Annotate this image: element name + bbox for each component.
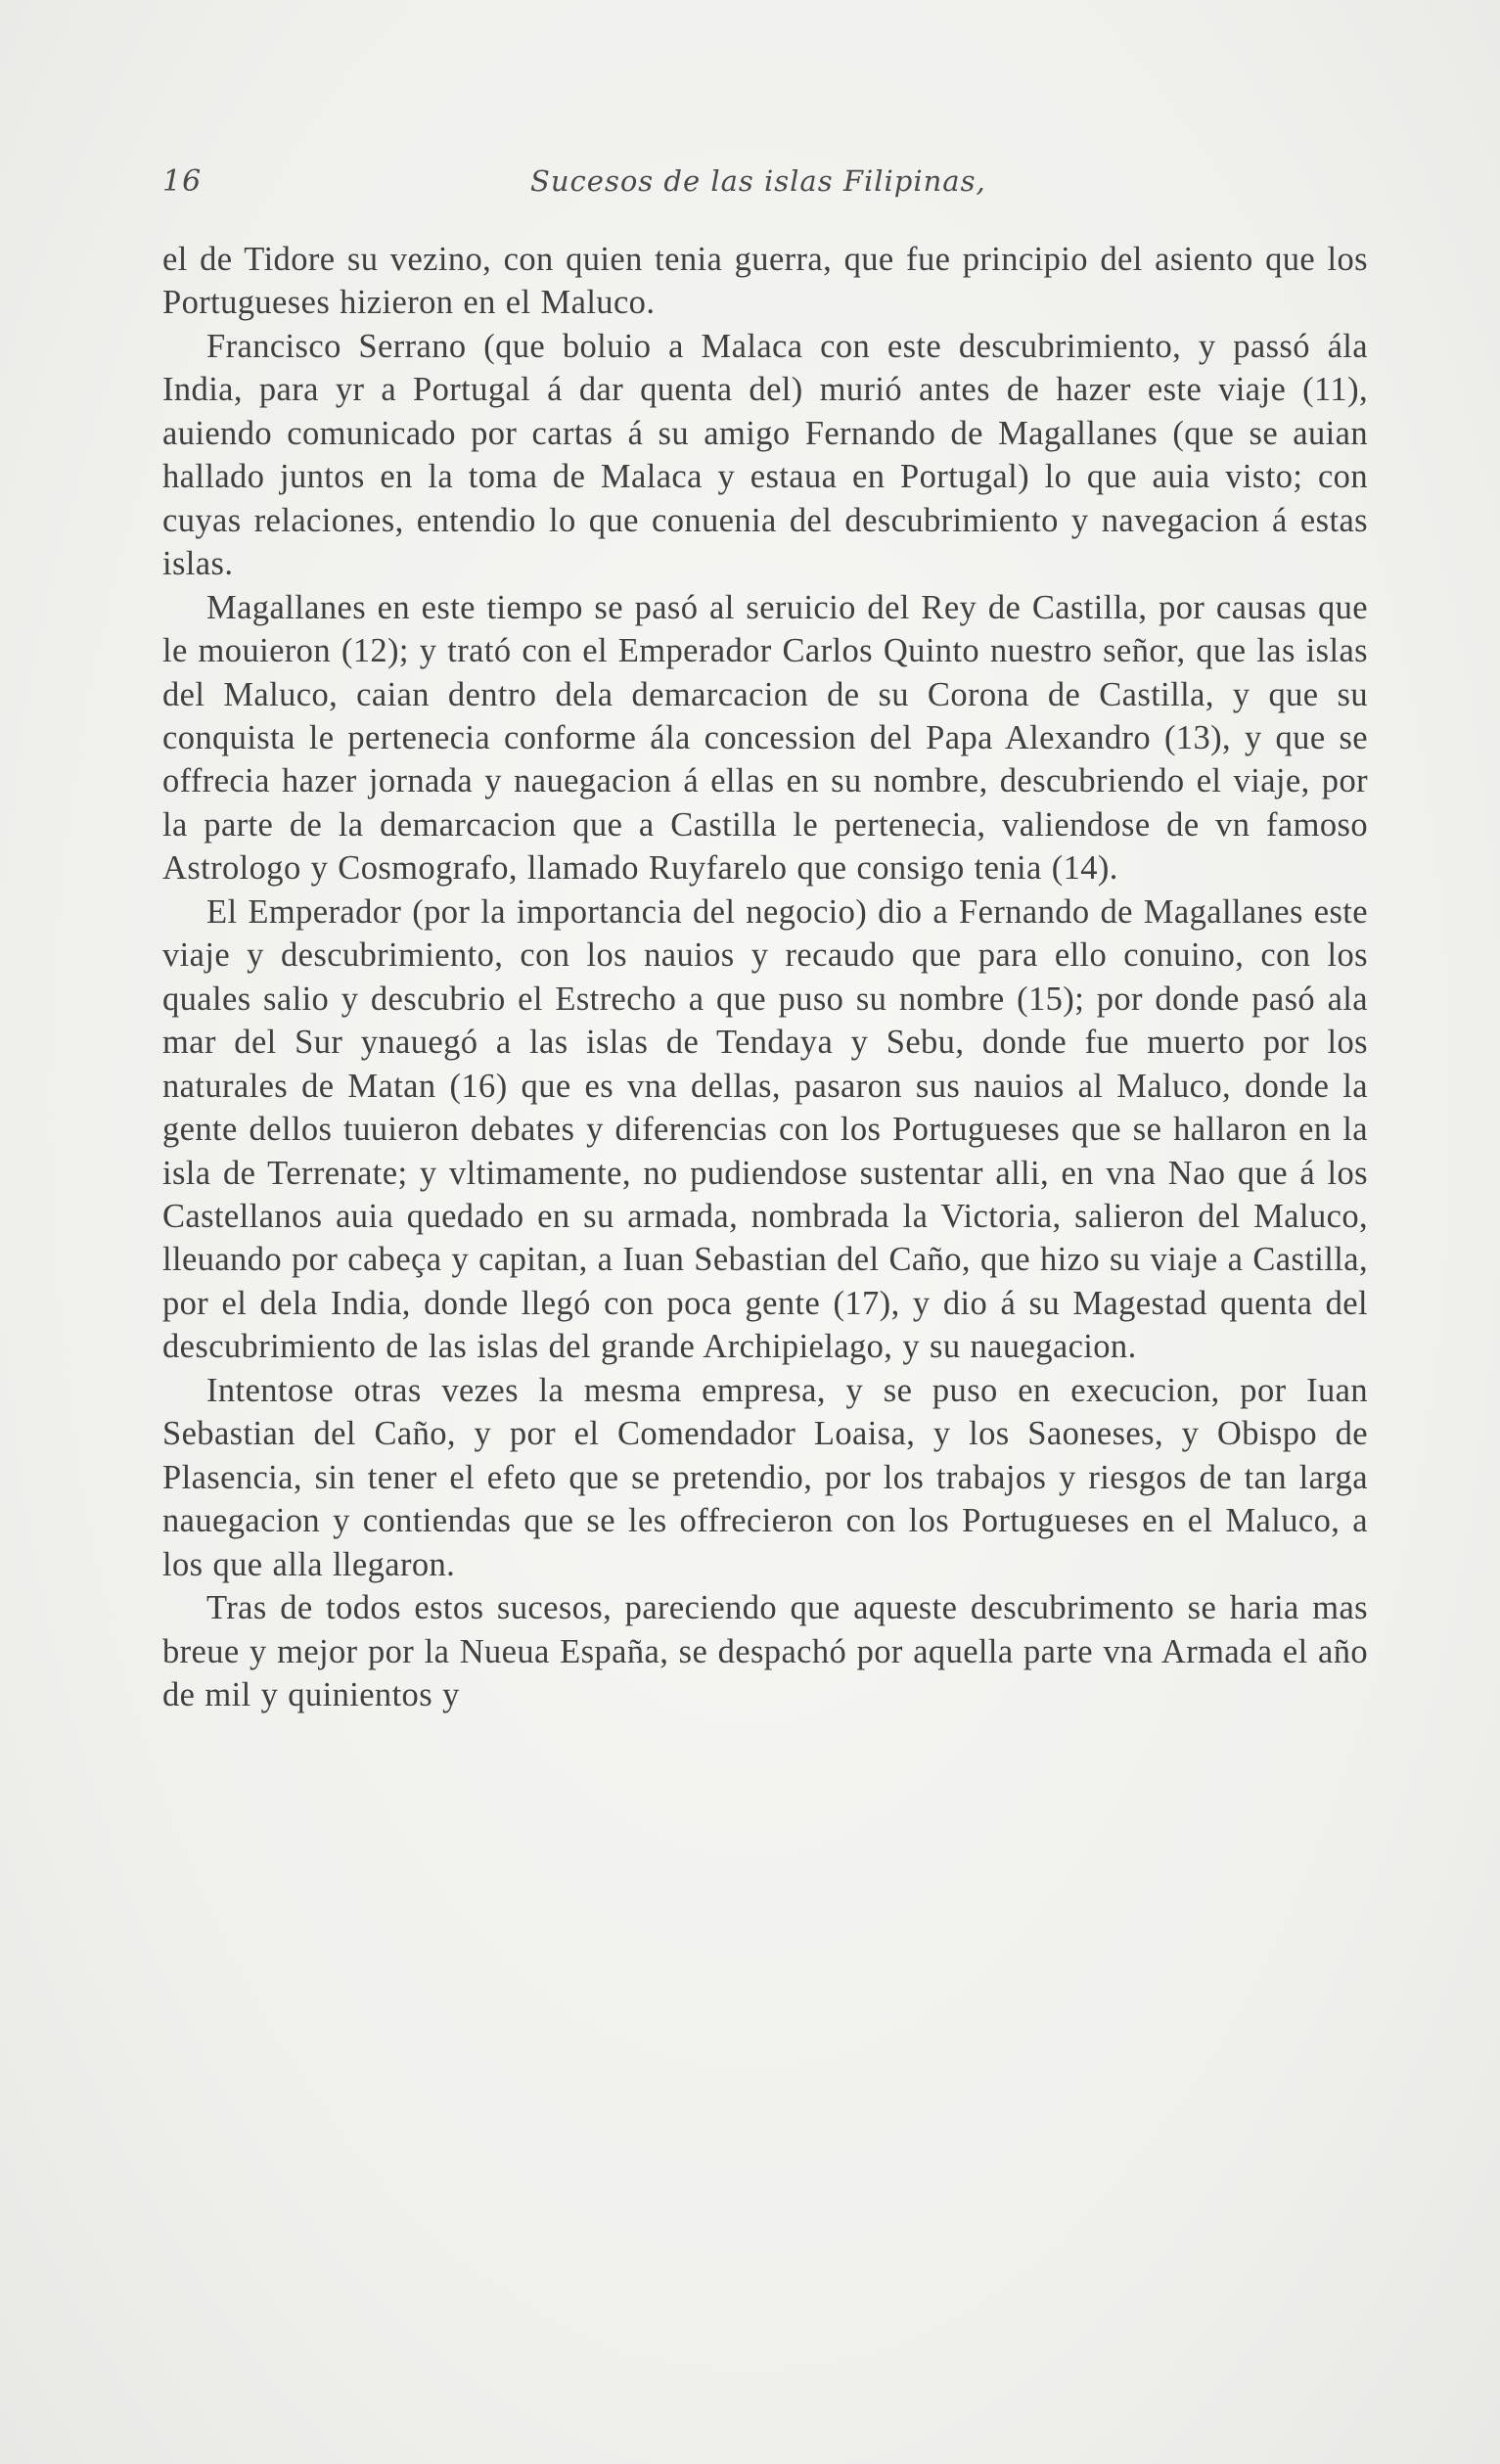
paragraph-magallanes: Magallanes en este tiempo se pasó al seruicio del Rey de Castilla, por causas que le mouieron (12); y trató con el Emperador Carlos Quinto nuestro señor, que las islas del Maluco, caian dentro dela demarcacion de su Corona de Castilla, y que su conquista le pertenecia conforme ála concession del Papa Alexandro (13), y que se offrecia hazer jornada y nauegacion á ellas en su nombre, descubriendo el viaje, por la parte de la demarcacion que a Castilla le pertenecia, valiendose de vn famoso Astrologo y Cosmografo, llamado Ruyfarelo que consigo tenia (14). (162, 588, 1368, 888)
paragraph-continuation: el de Tidore su vezino, con quien tenia guerra, que fue principio del asiento que los Portugueses hizieron en el Maluco. (162, 241, 1368, 322)
paragraph-emperador: El Emperador (por la importancia del negocio) dio a Fernando de Magallanes este viaje y descubrimiento, con los nauios y recaudo que para ello conuino, con los quales salio y descubrio el Estrecho a que puso su nombre (15); por donde pasó ala mar del Sur ynauegó a las islas de Tendaya y Sebu, donde fue muerto por los naturales de Matan (16) que es vna dellas, pasaron sus nauios al Maluco, donde la gente dellos tuuieron debates y diferencias con los Portugueses que se hallaron en la isla de Terrenate; y vltimamente, no pudiendose sustentar alli, en vna Nao que á los Castellanos auia quedado en su armada, nombrada la Victoria, salieron del Maluco, lleuando por cabeça y capitan, a Iuan Sebastian del Caño, que hizo su viaje a Castilla, por el dela India, donde llegó con poca gente (17), y dio á su Magestad quenta del descubrimiento de las islas del grande Archipielago, y su nauegacion. (162, 892, 1368, 1366)
body-text (162, 238, 1368, 1716)
page-number: 16 (162, 164, 203, 199)
page-header (162, 164, 1366, 213)
paragraph-tras-de-todos: Tras de todos estos sucesos, pareciendo que aqueste descubrimento se haria mas breue y mejor por la Nueua España, se despachó por aquella parte vna Armada el año de mil y quinientos y (162, 1589, 1368, 1713)
paragraph-francisco-serrano: Francisco Serrano (que boluio a Malaca con este descubrimiento, y passó ála India, para yr a Portugal á dar quenta del) murió antes de hazer este viaje (11), auiendo comunicado por cartas á su amigo Fernando de Magallanes (que se auian hallado juntos en la toma de Malaca y estaua en Portugal) lo que auia visto; con cuyas relaciones, entendio lo que conuenia del descubrimiento y navegacion á estas islas. (162, 327, 1368, 583)
paragraph-intentose: Intentose otras vezes la mesma empresa, y se puso en execucion, por Iuan Sebastian del Caño, y por el Comendador Loaisa, y los Saoneses, y Obispo de Plasencia, sin tener el efeto que se pretendio, por los trabajos y riesgos de tan larga nauegacion y contiendas que se les offrecieron con los Portugueses en el Maluco, a los que alla llegaron. (162, 1371, 1368, 1583)
running-head: Sucesos de las islas Filipinas, (530, 164, 986, 198)
